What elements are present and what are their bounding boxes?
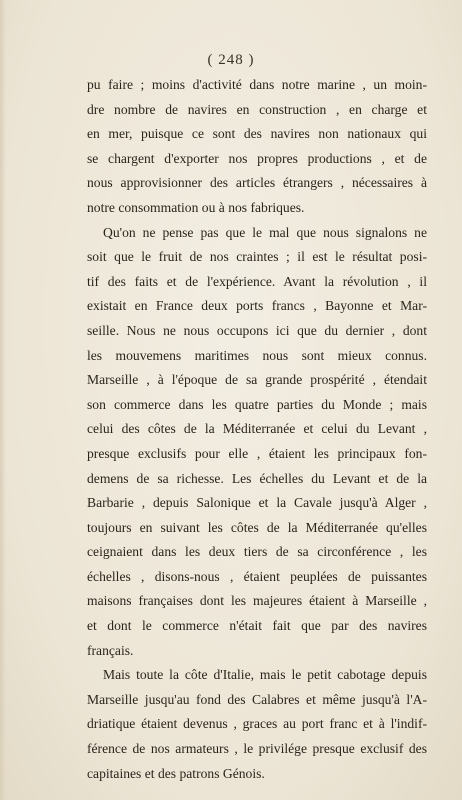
text-line: les mouvemens maritimes nous sont mieux connus. [87, 347, 427, 363]
text-line: échelles , disons-nous , étaient peuplées de puissantes [87, 568, 427, 584]
text-line: férence de nos armateurs , le privilége presque exclusif des [87, 741, 427, 757]
text-line: Mais toute la côte d'Italie, mais le petit cabotage depuis [103, 667, 427, 683]
text-line: Qu'on ne pense pas que le mal que nous signalons ne [103, 224, 427, 240]
text-line: notre consommation ou à nos fabriques. [87, 199, 305, 215]
text-line: Marseille jusqu'au fond des Calabres et même jusqu'à l'A- [87, 691, 427, 707]
text-line: maisons françaises dont les majeures étaient à Marseille , [87, 593, 427, 609]
text-line: existait en France deux ports francs , Bayonne et Mar- [87, 298, 427, 314]
text-line: demens de sa richesse. Les échelles du Levant et de la [87, 470, 427, 486]
text-line: nous approvisionner des articles étrangers , nécessaires à [87, 175, 427, 191]
text-line: et dont le commerce n'était fait que par des navires [87, 618, 427, 634]
text-line: capitaines et des patrons Génois. [87, 765, 265, 781]
text-line: driatique étaient devenus , graces au port franc et à l'indif- [87, 716, 427, 732]
body-text [87, 73, 427, 786]
text-line: tif des faits et de l'expérience. Avant la révolution , il [87, 273, 427, 289]
text-line: celui des côtes de la Méditerranée et celui du Levant , [87, 421, 427, 437]
text-line: ceignaient dans les deux tiers de sa circonférence , les [87, 544, 427, 560]
text-line: pu faire ; moins d'activité dans notre marine , un moin- [87, 77, 427, 92]
text-line: toujours en suivant les côtes de la Méditerranée qu'elles [87, 519, 427, 535]
page-number: ( 248 ) [207, 52, 255, 68]
text-line: en mer, puisque ce sont des navires non nationaux qui [87, 126, 427, 142]
text-line: Barbarie , depuis Salonique et la Cavale jusqu'à Alger , [87, 495, 427, 511]
text-line: se chargent d'exporter nos propres productions , et de [87, 150, 427, 166]
text-line: seille. Nous ne nous occupons ici que du dernier , dont [87, 322, 427, 338]
text-line: presque exclusifs pour elle , étaient les principaux fon- [87, 445, 427, 461]
text-line: soit que le fruit de nos craintes ; il est le résultat posi- [87, 249, 427, 265]
text-line: Marseille , à l'époque de sa grande prospérité , étendait [87, 372, 427, 388]
text-line: dre nombre de navires en construction , en charge et [87, 101, 427, 117]
text-line: son commerce dans les quatre parties du Monde ; mais [87, 396, 427, 412]
page-gutter-shadow [0, 0, 6, 800]
text-line: français. [87, 642, 134, 658]
